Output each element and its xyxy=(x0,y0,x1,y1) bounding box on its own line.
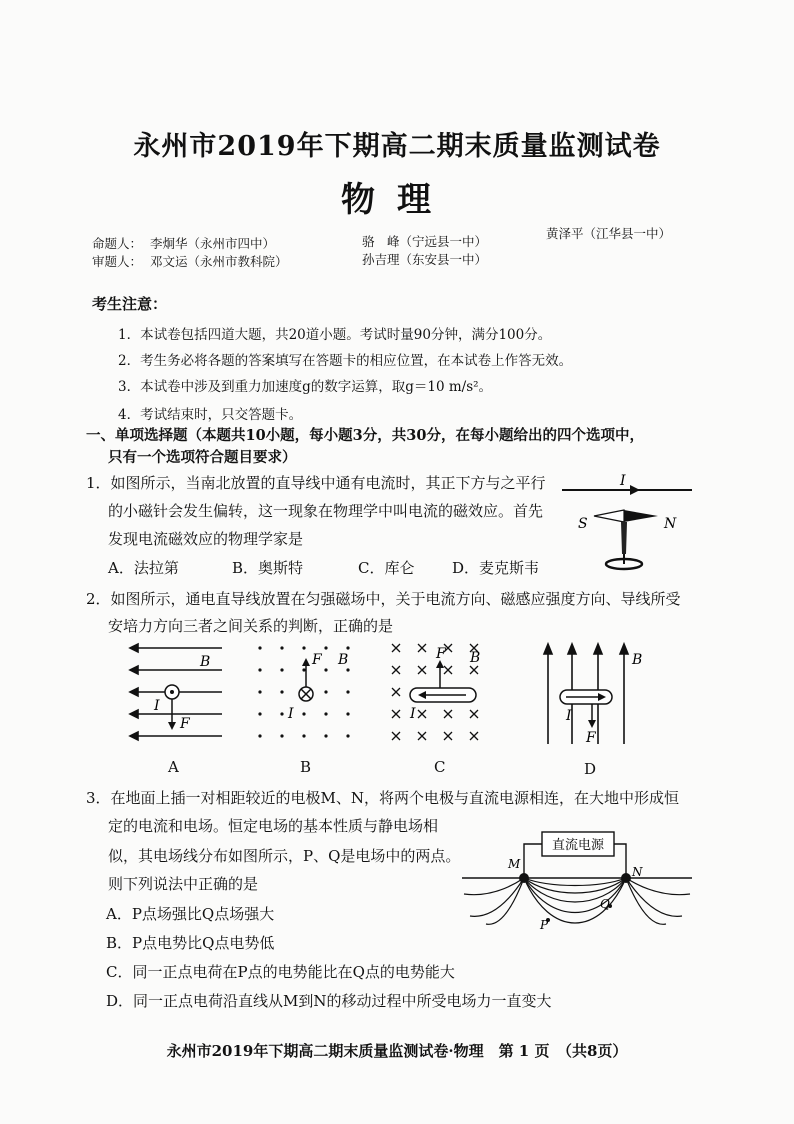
q2-letter-c: C xyxy=(434,758,446,776)
field-line xyxy=(464,878,524,895)
notice-item: 1．本试卷包括四道大题，共20道小题。考试时量90分钟，满分100分。 xyxy=(118,327,552,343)
field-cross xyxy=(418,710,426,718)
field-cross xyxy=(470,732,478,740)
field-dot xyxy=(346,734,349,737)
svg-text:I: I xyxy=(154,698,160,714)
dc-source-label: 直流电源 xyxy=(551,838,605,853)
field-cross xyxy=(392,710,400,718)
svg-text:N: N xyxy=(632,865,643,879)
q1-current-label: I xyxy=(620,473,626,489)
notice-item: 4．考试结束时，只交答题卡。 xyxy=(118,407,303,423)
notice-item: 3．本试卷中涉及到重力加速度g的数字运算，取g＝10 m/s²。 xyxy=(118,379,493,395)
q1-option-c: C．库仑 xyxy=(358,559,415,577)
field-dot xyxy=(280,646,283,649)
q3-option-a: A．P点场强比Q点场强大 xyxy=(106,905,275,923)
q2-figure-c xyxy=(384,640,494,744)
q2-line: 安培力方向三者之间关系的判断，正确的是 xyxy=(108,617,394,635)
field-dot xyxy=(302,712,305,715)
svg-text:I: I xyxy=(410,706,416,722)
field-dot xyxy=(302,646,305,649)
svg-text:B: B xyxy=(632,652,643,668)
svg-text:B: B xyxy=(200,654,211,670)
field-cross xyxy=(444,732,452,740)
field-line xyxy=(524,878,626,923)
field-dot xyxy=(324,734,327,737)
field-dot xyxy=(280,734,283,737)
q1-line: 的小磁针会发生偏转，这一现象在物理学中叫电流的磁效应。首先 xyxy=(108,502,544,520)
setter-2: 骆 峰（宁远县一中） xyxy=(362,234,488,249)
q1-north-label: N xyxy=(664,516,677,532)
section-heading-cont: 只有一个选项符合题目要求） xyxy=(108,449,297,466)
svg-text:B: B xyxy=(470,650,481,666)
svg-text:B: B xyxy=(338,652,349,668)
notice-item: 2．考生务必将各题的答案填写在答题卡的相应位置，在本试卷上作答无效。 xyxy=(118,353,573,369)
field-line xyxy=(626,878,666,924)
q2-line: 2．如图所示，通电直导线放置在匀强磁场中，关于电流方向、磁感应强度方向、导线所受 xyxy=(86,590,681,608)
compass-north-end xyxy=(624,510,658,522)
q2-letter-b: B xyxy=(300,758,312,776)
field-dot xyxy=(302,668,305,671)
reviewer-1: 邓文运（永州市教科院） xyxy=(150,254,288,269)
q2-figure-a xyxy=(126,640,226,744)
q1-south-label: S xyxy=(578,516,588,532)
q1-option-a: A．法拉第 xyxy=(108,559,179,577)
q2-figure-d xyxy=(536,640,646,750)
field-dot xyxy=(346,646,349,649)
field-cross xyxy=(418,644,426,652)
field-dot xyxy=(280,690,283,693)
q3-line: 则下列说法中正确的是 xyxy=(108,875,259,893)
field-dot xyxy=(280,712,283,715)
q1-line: 1．如图所示，当南北放置的直导线中通有电流时，其正下方与之平行 xyxy=(86,474,546,492)
field-cross xyxy=(392,644,400,652)
svg-text:I: I xyxy=(288,706,294,722)
field-cross xyxy=(392,666,400,674)
field-dot xyxy=(324,668,327,671)
electrode-n xyxy=(621,873,631,883)
field-dot xyxy=(258,668,261,671)
notice-heading: 考生注意： xyxy=(92,295,168,313)
svg-text:I: I xyxy=(566,708,572,724)
field-cross xyxy=(392,732,400,740)
q1-line: 发现电流磁效应的物理学家是 xyxy=(108,530,304,548)
field-cross xyxy=(418,732,426,740)
compass-south-end xyxy=(594,510,624,522)
reviewer-label: 审题人： xyxy=(92,254,143,269)
q2-figure-b xyxy=(250,640,360,744)
section-heading: 一、单项选择题（本题共10小题，每小题3分，共30分，在每小题给出的四个选项中， xyxy=(86,427,644,444)
setter-1: 李炯华（永州市四中） xyxy=(150,236,276,251)
field-dot xyxy=(258,734,261,737)
q2-letter-a: A xyxy=(168,758,179,776)
svg-text:F: F xyxy=(312,652,322,668)
field-cross xyxy=(444,666,452,674)
field-cross xyxy=(470,666,478,674)
electrode-m xyxy=(519,873,529,883)
q1-option-d: D．麦克斯韦 xyxy=(452,559,540,577)
subject-title: 物理 xyxy=(341,180,453,220)
field-cross xyxy=(418,666,426,674)
exam-title: 永州市2019年下期高二期末质量监测试卷 xyxy=(133,131,661,162)
q3-option-d: D．同一正点电荷沿直线从M到N的移动过程中所受电场力一直变大 xyxy=(106,992,552,1010)
field-dot xyxy=(324,712,327,715)
field-dot xyxy=(324,690,327,693)
field-dot xyxy=(324,646,327,649)
q1-option-b: B．奥斯特 xyxy=(232,559,304,577)
q3-line: 3．在地面上插一对相距较近的电极M、N，将两个电极与直流电源相连，在大地中形成恒 xyxy=(86,789,680,807)
q3-option-b: B．P点电势比Q点电势低 xyxy=(106,934,275,952)
field-dot xyxy=(346,712,349,715)
q3-line: 定的电流和电场。恒定电场的基本性质与静电场相 xyxy=(108,817,439,835)
field-cross xyxy=(444,710,452,718)
field-dot xyxy=(258,690,261,693)
setter-3: 黄泽平（江华县一中） xyxy=(546,226,672,241)
svg-text:F: F xyxy=(586,730,596,746)
field-dot xyxy=(346,690,349,693)
page-footer: 永州市2019年下期高二期末质量监测试卷·物理 第 1 页 （共8页） xyxy=(166,1042,628,1060)
q3-field-figure xyxy=(460,828,694,932)
q3-option-c: C．同一正点电荷在P点的电势能比在Q点的电势能大 xyxy=(106,963,455,981)
field-dot xyxy=(280,668,283,671)
svg-text:Q: Q xyxy=(600,897,610,911)
setter-label: 命题人： xyxy=(92,236,143,251)
field-dot xyxy=(302,734,305,737)
field-line xyxy=(524,878,626,886)
field-dot xyxy=(258,646,261,649)
reviewer-2: 孙吉理（东安县一中） xyxy=(362,252,488,267)
field-cross xyxy=(470,710,478,718)
q3-line: 似，其电场线分布如图所示，P、Q是电场中的两点。 xyxy=(108,847,461,865)
field-dot xyxy=(258,712,261,715)
svg-text:M: M xyxy=(508,857,521,871)
q1-compass-figure xyxy=(560,472,700,580)
field-dot xyxy=(346,668,349,671)
q2-letter-d: D xyxy=(584,760,597,778)
svg-text:P: P xyxy=(540,918,549,932)
field-cross xyxy=(392,688,400,696)
svg-text:F: F xyxy=(436,646,446,662)
svg-text:F: F xyxy=(180,716,190,732)
field-line xyxy=(626,878,690,895)
